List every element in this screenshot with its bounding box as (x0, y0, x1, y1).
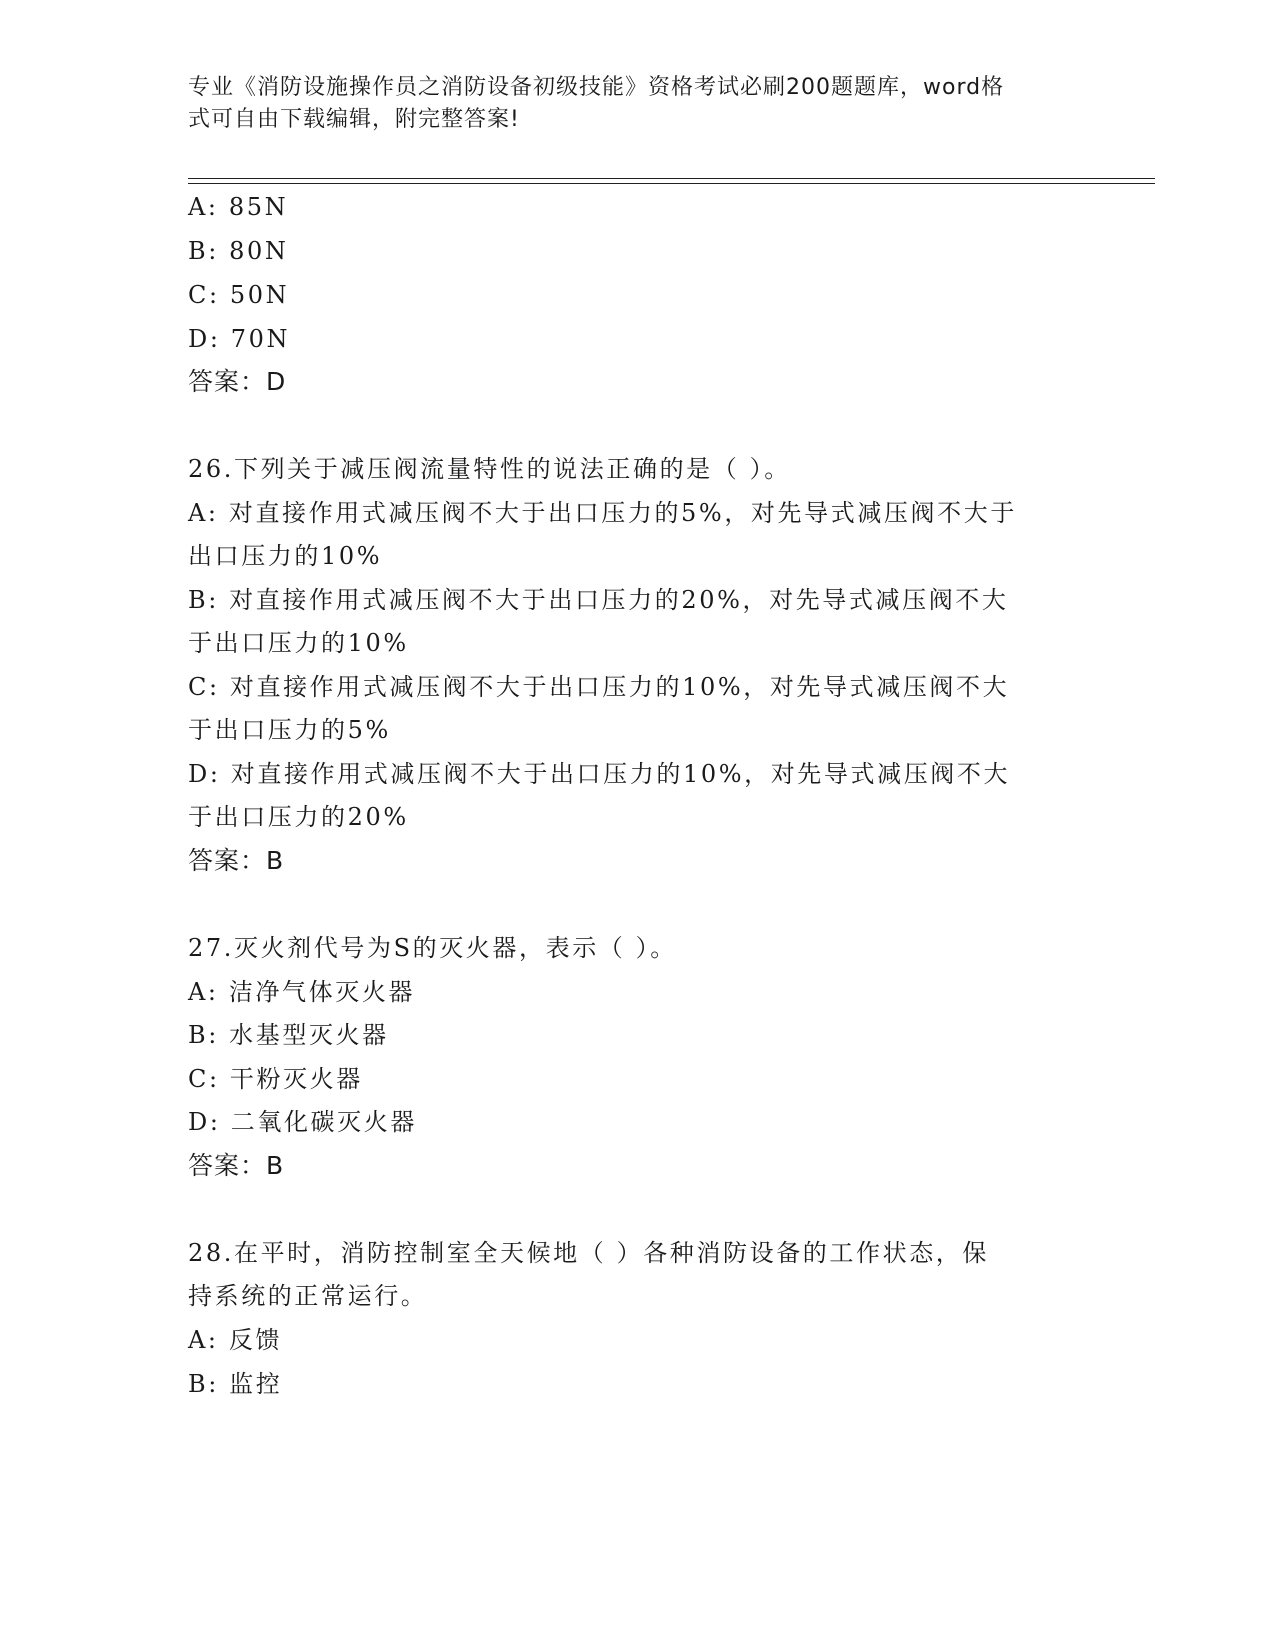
header-divider-bottom (188, 183, 1155, 184)
q28-option-a: A: 反馈 (188, 1326, 283, 1354)
q26-option-a-line-1: A: 对直接作用式减压阀不大于出口压力的5%，对先导式减压阀不大于 (188, 499, 1017, 527)
q27-answer: 答案：B (188, 1151, 285, 1180)
q27-option-d: D: 二氧化碳灭火器 (188, 1108, 417, 1136)
q25-option-c: C: 50N (188, 281, 290, 309)
q26-option-d-line-2: 于出口压力的20% (188, 803, 409, 831)
header-line-2: 式可自由下载编辑，附完整答案! (188, 107, 520, 132)
q27-option-b: B: 水基型灭火器 (188, 1021, 389, 1049)
q27-option-c: C: 干粉灭火器 (188, 1065, 363, 1093)
q27-option-a: A: 洁净气体灭火器 (188, 978, 416, 1006)
q26-option-b-line-1: B: 对直接作用式减压阀不大于出口压力的20%，对先导式减压阀不大 (188, 586, 1009, 614)
document-header (188, 72, 1088, 136)
q25-option-b: B: 80N (188, 237, 289, 265)
q26-option-d-line-1: D: 对直接作用式减压阀不大于出口压力的10%，对先导式减压阀不大 (188, 760, 1011, 788)
q26-option-c-line-2: 于出口压力的5% (188, 716, 391, 744)
q26-question: 26.下列关于减压阀流量特性的说法正确的是（ ）。 (188, 455, 791, 483)
q26-option-c-line-1: C: 对直接作用式减压阀不大于出口压力的10%，对先导式减压阀不大 (188, 673, 1010, 701)
q26-option-b-line-2: 于出口压力的10% (188, 629, 409, 657)
q25-option-d: D: 70N (188, 325, 291, 353)
q27-question: 27.灭火剂代号为S的灭火器，表示（ ）。 (188, 934, 677, 962)
q28-question-line-1: 28.在平时，消防控制室全天候地（ ）各种消防设备的工作状态，保 (188, 1239, 989, 1267)
q26-answer: 答案：B (188, 846, 285, 875)
q25-option-a: A: 85N (188, 193, 289, 221)
header-divider-top (188, 178, 1155, 179)
q25-answer: 答案：D (188, 367, 287, 396)
q28-question-line-2: 持系统的正常运行。 (188, 1282, 428, 1310)
header-line-1: 专业《消防设施操作员之消防设备初级技能》资格考试必刷200题题库，word格 (188, 75, 1005, 100)
q26-option-a-line-2: 出口压力的10% (188, 542, 383, 570)
q28-option-b: B: 监控 (188, 1370, 283, 1398)
